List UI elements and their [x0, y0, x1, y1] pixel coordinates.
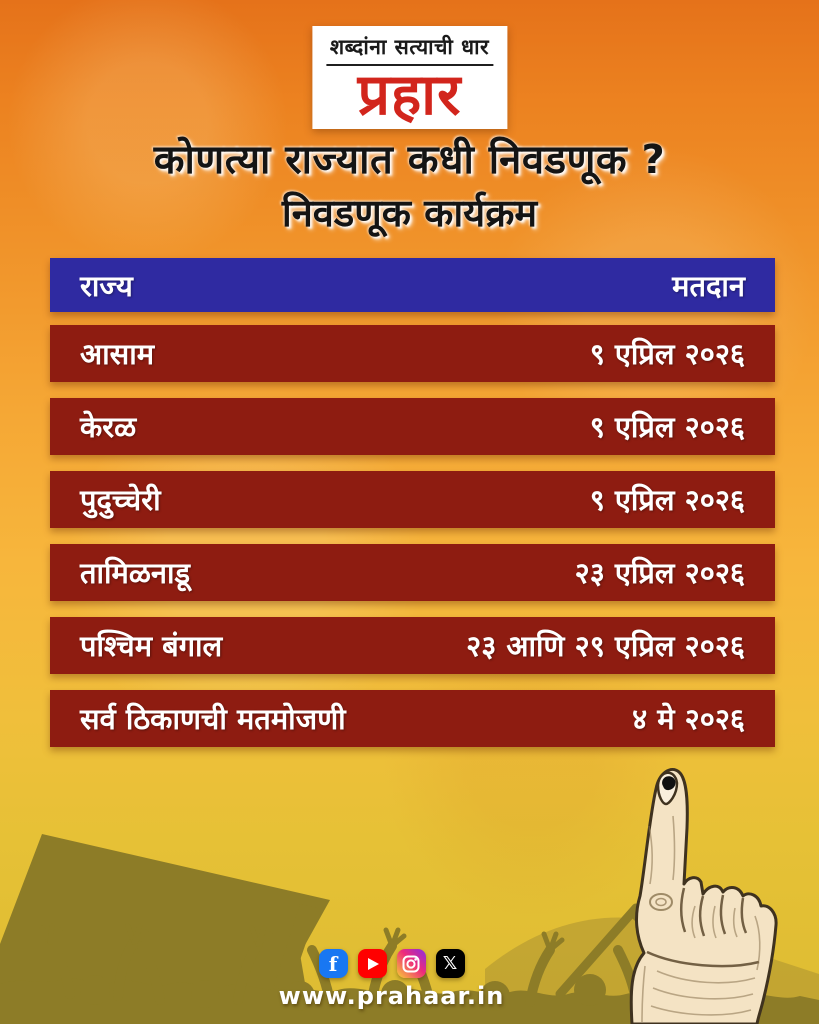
footer — [0, 949, 819, 1010]
table-header-row — [50, 258, 775, 312]
poll-date: ४ मे २०२६ — [632, 702, 745, 736]
table-row — [50, 544, 775, 601]
column-header-date: मतदान — [672, 268, 745, 303]
state-name: तामिळनाडू — [80, 556, 191, 590]
state-name: सर्व ठिकाणची मतमोजणी — [80, 702, 346, 736]
state-name: पुदुच्चेरी — [80, 483, 161, 517]
election-schedule-table — [50, 258, 775, 747]
social-icons — [319, 949, 465, 978]
instagram-icon — [397, 949, 426, 978]
poll-date: ९ एप्रिल २०२६ — [589, 483, 745, 517]
poll-date: २३ एप्रिल २०२६ — [574, 556, 745, 590]
state-name: आसाम — [80, 337, 155, 371]
poll-date: २३ आणि २९ एप्रिल २०२६ — [466, 629, 745, 663]
table-row — [50, 617, 775, 674]
poll-date: ९ एप्रिल २०२६ — [589, 337, 745, 371]
x-twitter-icon: 𝕏 — [436, 949, 465, 978]
state-name: केरळ — [80, 410, 137, 444]
website-url: www.prahaar.in — [278, 982, 505, 1010]
table-row — [50, 471, 775, 528]
poster-subtitle: निवडणूक कार्यक्रम — [281, 191, 538, 235]
table-row — [50, 690, 775, 747]
state-name: पश्चिम बंगाल — [80, 629, 223, 663]
table-row — [50, 325, 775, 382]
youtube-icon — [358, 949, 387, 978]
logo-tagline: शब्दांना सत्याची धार — [326, 33, 493, 66]
prahaar-logo — [312, 26, 507, 129]
column-header-state: राज्य — [80, 268, 133, 303]
poll-date: ९ एप्रिल २०२६ — [589, 410, 745, 444]
poster-title: कोणत्या राज्यात कधी निवडणूक ? — [153, 137, 666, 183]
table-row — [50, 398, 775, 455]
logo-name: प्रहार — [357, 61, 462, 128]
facebook-icon: f — [319, 949, 348, 978]
